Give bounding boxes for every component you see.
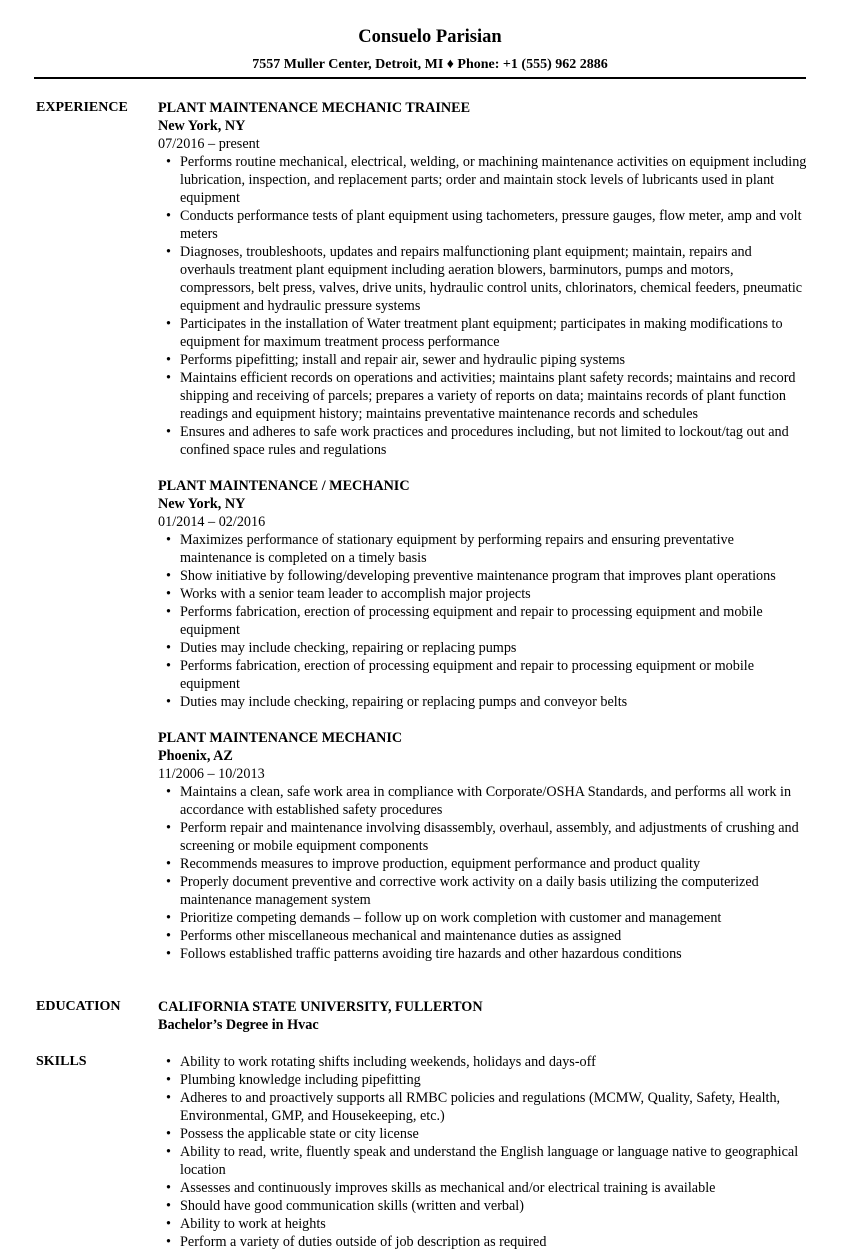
job-location: New York, NY — [158, 496, 246, 512]
list-item: • Recommends measures to improve production, equipment performance and product quality — [180, 855, 808, 873]
list-item: • Performs fabrication, erection of processing equipment and repair to processing equipment and mobile equipment — [180, 603, 808, 639]
list-item: • Participates in the installation of Water treatment plant equipment; participates in making modifications to equipment for maximum treatment process performance — [180, 315, 808, 351]
list-item: • Maximizes performance of stationary equipment by performing repairs and ensuring preventative maintenance is completed on a timely basis — [180, 531, 808, 567]
job-entry — [158, 99, 808, 459]
list-item: • Performs fabrication, erection of processing equipment and repair to processing equipment or mobile equipment — [180, 657, 808, 693]
education-section — [36, 998, 808, 1034]
job-duties-list — [158, 531, 808, 711]
job-entry — [158, 729, 808, 963]
skills-list — [158, 1053, 808, 1251]
job-duties-list — [158, 153, 808, 459]
list-item: • Assesses and continuously improves skills as mechanical and/or electrical training is available — [180, 1179, 808, 1197]
list-item: • Should have good communication skills (written and verbal) — [180, 1197, 808, 1215]
contact-line: 7557 Muller Center, Detroit, MI ♦ Phone: +1 (555) 962 2886 — [252, 57, 608, 72]
list-item: • Adheres to and proactively supports all RMBC policies and regulations (MCMW, Quality, Safety, Health, Environmental, GMP, and Housekeeping, etc.) — [180, 1089, 808, 1125]
job-dates: 11/2006 – 10/2013 — [158, 766, 265, 782]
job-dates: 01/2014 – 02/2016 — [158, 514, 266, 530]
list-item: • Plumbing knowledge including pipefitting — [180, 1071, 808, 1089]
list-item: • Performs other miscellaneous mechanical and maintenance duties as assigned — [180, 927, 808, 945]
job-entry — [158, 477, 808, 711]
list-item: • Maintains efficient records on operations and activities; maintains plant safety records; maintains and record shipping and receiving of parcels; prepares a variety of reports on data; maintains records of plant function readings and equipment history; maintains preventative maintenance records and schedules — [180, 369, 808, 423]
list-item: • Ability to read, write, fluently speak and understand the English language or language native to geographical location — [180, 1143, 808, 1179]
job-title: PLANT MAINTENANCE MECHANIC — [158, 730, 403, 746]
list-item: • Performs pipefitting; install and repair air, sewer and hydraulic piping systems — [180, 351, 808, 369]
list-item: • Conducts performance tests of plant equipment using tachometers, pressure gauges, flow meter, amp and volt meters — [180, 207, 808, 243]
list-item: • Works with a senior team leader to accomplish major projects — [180, 585, 808, 603]
job-title: PLANT MAINTENANCE / MECHANIC — [158, 478, 410, 494]
job-location: New York, NY — [158, 118, 246, 134]
list-item: • Follows established traffic patterns avoiding tire hazards and other hazardous conditions — [180, 945, 808, 963]
experience-heading: EXPERIENCE — [36, 100, 128, 115]
list-item: • Properly document preventive and corrective work activity on a daily basis utilizing the computerized maintenance management system — [180, 873, 808, 909]
list-item: • Maintains a clean, safe work area in compliance with Corporate/OSHA Standards, and performs all work in accordance with established safety procedures — [180, 783, 808, 819]
list-item: • Diagnoses, troubleshoots, updates and repairs malfunctioning plant equipment; maintain, repairs and overhauls treatment plant equipment including aeration blowers, barminutors, pumps and motors, compressors, belt press, valves, drive units, hydraulic control units, chlorinators, chemical feeders, pneumatic equipment and hydraulic pressure systems — [180, 243, 808, 315]
list-item: • Ability to work rotating shifts including weekends, holidays and days-off — [180, 1053, 808, 1071]
list-item: • Duties may include checking, repairing or replacing pumps — [180, 639, 808, 657]
list-item: • Prioritize competing demands – follow up on work completion with customer and management — [180, 909, 808, 927]
job-duties-list — [158, 783, 808, 963]
list-item: • Possess the applicable state or city license — [180, 1125, 808, 1143]
job-title: PLANT MAINTENANCE MECHANIC TRAINEE — [158, 100, 471, 116]
list-item: • Perform repair and maintenance involving disassembly, overhaul, assembly, and adjustments of crushing and screening or mobile equipment components — [180, 819, 808, 855]
list-item: • Perform a variety of duties outside of job description as required — [180, 1233, 808, 1251]
education-heading: EDUCATION — [36, 999, 121, 1014]
skills-heading: SKILLS — [36, 1054, 87, 1069]
school-name: CALIFORNIA STATE UNIVERSITY, FULLERTON — [158, 999, 483, 1015]
list-item: • Performs routine mechanical, electrical, welding, or machining maintenance activities on equipment including lubrication, inspection, and replacement parts; order and maintain stock levels of lubricants used in plant equipment — [180, 153, 808, 207]
list-item: • Ability to work at heights — [180, 1215, 808, 1233]
degree-name: Bachelor’s Degree in Hvac — [158, 1017, 319, 1033]
candidate-name: Consuelo Parisian — [358, 27, 502, 47]
list-item: • Ensures and adheres to safe work practices and procedures including, but not limited to lockout/tag out and confined space rules and regulations — [180, 423, 808, 459]
resume-header — [0, 0, 860, 74]
experience-section — [36, 99, 808, 981]
job-dates: 07/2016 – present — [158, 136, 260, 152]
list-item: • Duties may include checking, repairing or replacing pumps and conveyor belts — [180, 693, 808, 711]
list-item: • Show initiative by following/developing preventive maintenance program that improves plant operations — [180, 567, 808, 585]
header-divider — [34, 77, 806, 79]
job-location: Phoenix, AZ — [158, 748, 233, 764]
skills-section — [36, 1053, 808, 1251]
